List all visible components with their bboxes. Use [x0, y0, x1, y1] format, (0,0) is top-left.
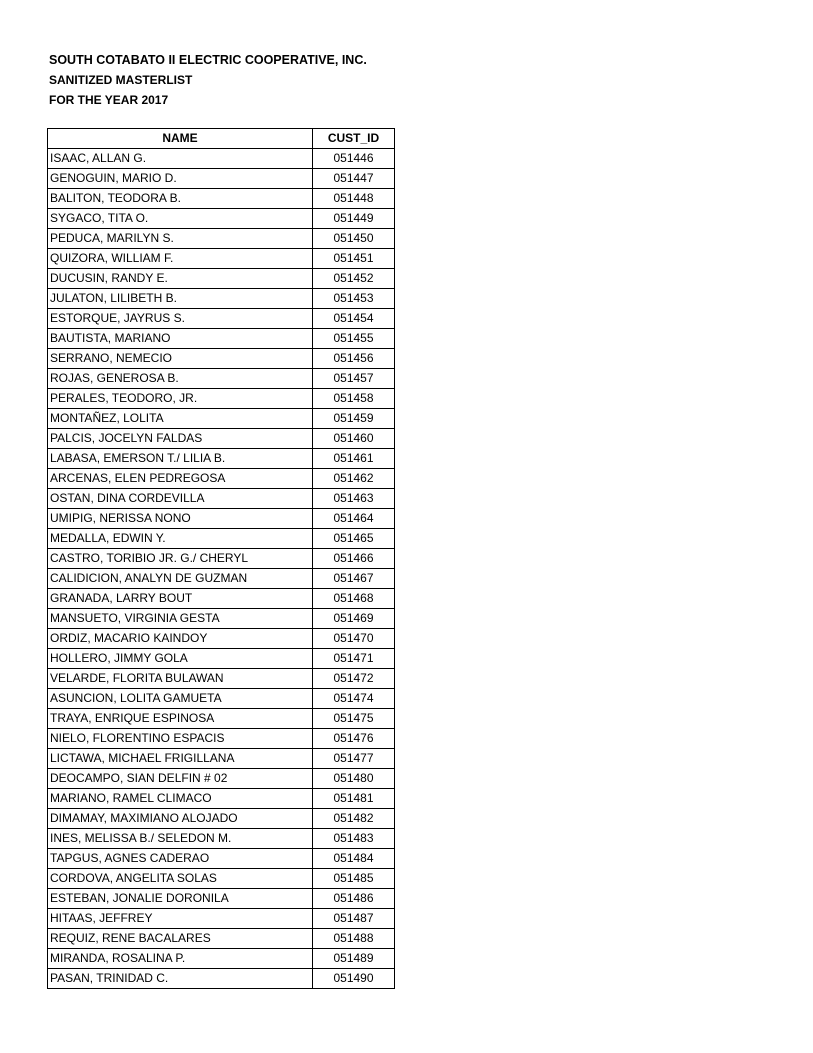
cell-name: ISAAC, ALLAN G. — [48, 149, 313, 169]
cell-cust-id: 051463 — [313, 489, 395, 509]
cell-name: GRANADA, LARRY BOUT — [48, 589, 313, 609]
table-row — [48, 229, 395, 249]
table-row — [48, 409, 395, 429]
table-row — [48, 389, 395, 409]
table-row — [48, 609, 395, 629]
cell-cust-id: 051477 — [313, 749, 395, 769]
table-row — [48, 649, 395, 669]
table-row — [48, 969, 395, 989]
cell-name: PASAN, TRINIDAD C. — [48, 969, 313, 989]
table-row — [48, 149, 395, 169]
cell-cust-id: 051474 — [313, 689, 395, 709]
cell-cust-id: 051471 — [313, 649, 395, 669]
table-row — [48, 909, 395, 929]
cell-cust-id: 051472 — [313, 669, 395, 689]
cell-name: SERRANO, NEMECIO — [48, 349, 313, 369]
cell-name: GENOGUIN, MARIO D. — [48, 169, 313, 189]
column-header-name: NAME — [48, 129, 313, 149]
table-row — [48, 669, 395, 689]
table-row — [48, 349, 395, 369]
cell-cust-id: 051455 — [313, 329, 395, 349]
masterlist-table — [47, 128, 395, 989]
cell-name: VELARDE, FLORITA BULAWAN — [48, 669, 313, 689]
cell-name: NIELO, FLORENTINO ESPACIS — [48, 729, 313, 749]
cell-cust-id: 051457 — [313, 369, 395, 389]
cell-name: PERALES, TEODORO, JR. — [48, 389, 313, 409]
table-row — [48, 689, 395, 709]
table-row — [48, 589, 395, 609]
table-row — [48, 189, 395, 209]
cell-cust-id: 051467 — [313, 569, 395, 589]
cell-cust-id: 051456 — [313, 349, 395, 369]
table-row — [48, 729, 395, 749]
cell-name: ORDIZ, MACARIO KAINDOY — [48, 629, 313, 649]
cell-cust-id: 051480 — [313, 769, 395, 789]
cell-cust-id: 051487 — [313, 909, 395, 929]
cell-cust-id: 051466 — [313, 549, 395, 569]
table-row — [48, 269, 395, 289]
cell-cust-id: 051470 — [313, 629, 395, 649]
cell-name: CASTRO, TORIBIO JR. G./ CHERYL — [48, 549, 313, 569]
table-header-row — [48, 129, 395, 149]
cell-cust-id: 051464 — [313, 509, 395, 529]
table-row — [48, 829, 395, 849]
cell-cust-id: 051452 — [313, 269, 395, 289]
cell-name: OSTAN, DINA CORDEVILLA — [48, 489, 313, 509]
cell-cust-id: 051484 — [313, 849, 395, 869]
cell-cust-id: 051453 — [313, 289, 395, 309]
cell-name: REQUIZ, RENE BACALARES — [48, 929, 313, 949]
table-row — [48, 769, 395, 789]
cell-name: CALIDICION, ANALYN DE GUZMAN — [48, 569, 313, 589]
cell-name: CORDOVA, ANGELITA SOLAS — [48, 869, 313, 889]
cell-name: LABASA, EMERSON T./ LILIA B. — [48, 449, 313, 469]
table-row — [48, 889, 395, 909]
table-row — [48, 549, 395, 569]
table-row — [48, 249, 395, 269]
cell-cust-id: 051449 — [313, 209, 395, 229]
year-line: FOR THE YEAR 2017 — [49, 93, 169, 107]
cell-name: MARIANO, RAMEL CLIMACO — [48, 789, 313, 809]
table-row — [48, 749, 395, 769]
cell-cust-id: 051489 — [313, 949, 395, 969]
cell-name: MONTAÑEZ, LOLITA — [48, 409, 313, 429]
cell-cust-id: 051488 — [313, 929, 395, 949]
cell-cust-id: 051481 — [313, 789, 395, 809]
cell-cust-id: 051458 — [313, 389, 395, 409]
cell-name: ASUNCION, LOLITA GAMUETA — [48, 689, 313, 709]
cell-name: DUCUSIN, RANDY E. — [48, 269, 313, 289]
cell-cust-id: 051490 — [313, 969, 395, 989]
cell-name: PALCIS, JOCELYN FALDAS — [48, 429, 313, 449]
cell-name: DIMAMAY, MAXIMIANO ALOJADO — [48, 809, 313, 829]
cell-name: UMIPIG, NERISSA NONO — [48, 509, 313, 529]
table-row — [48, 209, 395, 229]
table-row — [48, 849, 395, 869]
cell-cust-id: 051468 — [313, 589, 395, 609]
cell-cust-id: 051454 — [313, 309, 395, 329]
cell-name: QUIZORA, WILLIAM F. — [48, 249, 313, 269]
table-row — [48, 789, 395, 809]
cell-cust-id: 051450 — [313, 229, 395, 249]
table-row — [48, 949, 395, 969]
table-row — [48, 429, 395, 449]
table-row — [48, 369, 395, 389]
cell-cust-id: 051482 — [313, 809, 395, 829]
cell-name: JULATON, LILIBETH B. — [48, 289, 313, 309]
cell-cust-id: 051485 — [313, 869, 395, 889]
company-title: SOUTH COTABATO II ELECTRIC COOPERATIVE, INC. — [49, 53, 367, 67]
cell-cust-id: 051486 — [313, 889, 395, 909]
cell-name: BAUTISTA, MARIANO — [48, 329, 313, 349]
table-row — [48, 809, 395, 829]
table-body — [48, 149, 395, 989]
cell-name: HITAAS, JEFFREY — [48, 909, 313, 929]
cell-cust-id: 051465 — [313, 529, 395, 549]
table-row — [48, 929, 395, 949]
cell-cust-id: 051461 — [313, 449, 395, 469]
cell-name: ROJAS, GENEROSA B. — [48, 369, 313, 389]
cell-name: DEOCAMPO, SIAN DELFIN # 02 — [48, 769, 313, 789]
cell-cust-id: 051447 — [313, 169, 395, 189]
cell-name: LICTAWA, MICHAEL FRIGILLANA — [48, 749, 313, 769]
cell-name: TRAYA, ENRIQUE ESPINOSA — [48, 709, 313, 729]
cell-cust-id: 051476 — [313, 729, 395, 749]
cell-cust-id: 051451 — [313, 249, 395, 269]
table-row — [48, 309, 395, 329]
table-row — [48, 489, 395, 509]
cell-name: SYGACO, TITA O. — [48, 209, 313, 229]
table-row — [48, 169, 395, 189]
table-row — [48, 709, 395, 729]
document-subtitle: SANITIZED MASTERLIST — [49, 73, 193, 87]
cell-cust-id: 051483 — [313, 829, 395, 849]
cell-cust-id: 051448 — [313, 189, 395, 209]
cell-name: TAPGUS, AGNES CADERAO — [48, 849, 313, 869]
table-row — [48, 629, 395, 649]
cell-name: BALITON, TEODORA B. — [48, 189, 313, 209]
document-header — [49, 50, 367, 110]
cell-name: HOLLERO, JIMMY GOLA — [48, 649, 313, 669]
cell-cust-id: 051475 — [313, 709, 395, 729]
cell-name: MIRANDA, ROSALINA P. — [48, 949, 313, 969]
cell-name: ARCENAS, ELEN PEDREGOSA — [48, 469, 313, 489]
table-row — [48, 569, 395, 589]
cell-name: MANSUETO, VIRGINIA GESTA — [48, 609, 313, 629]
cell-cust-id: 051460 — [313, 429, 395, 449]
cell-cust-id: 051469 — [313, 609, 395, 629]
table-row — [48, 449, 395, 469]
cell-cust-id: 051459 — [313, 409, 395, 429]
table-row — [48, 869, 395, 889]
cell-name: ESTEBAN, JONALIE DORONILA — [48, 889, 313, 909]
table-row — [48, 329, 395, 349]
table-row — [48, 509, 395, 529]
table-row — [48, 469, 395, 489]
cell-name: MEDALLA, EDWIN Y. — [48, 529, 313, 549]
column-header-cust-id: CUST_ID — [313, 129, 395, 149]
table-row — [48, 529, 395, 549]
cell-cust-id: 051462 — [313, 469, 395, 489]
cell-name: INES, MELISSA B./ SELEDON M. — [48, 829, 313, 849]
cell-cust-id: 051446 — [313, 149, 395, 169]
cell-name: PEDUCA, MARILYN S. — [48, 229, 313, 249]
cell-name: ESTORQUE, JAYRUS S. — [48, 309, 313, 329]
table-row — [48, 289, 395, 309]
